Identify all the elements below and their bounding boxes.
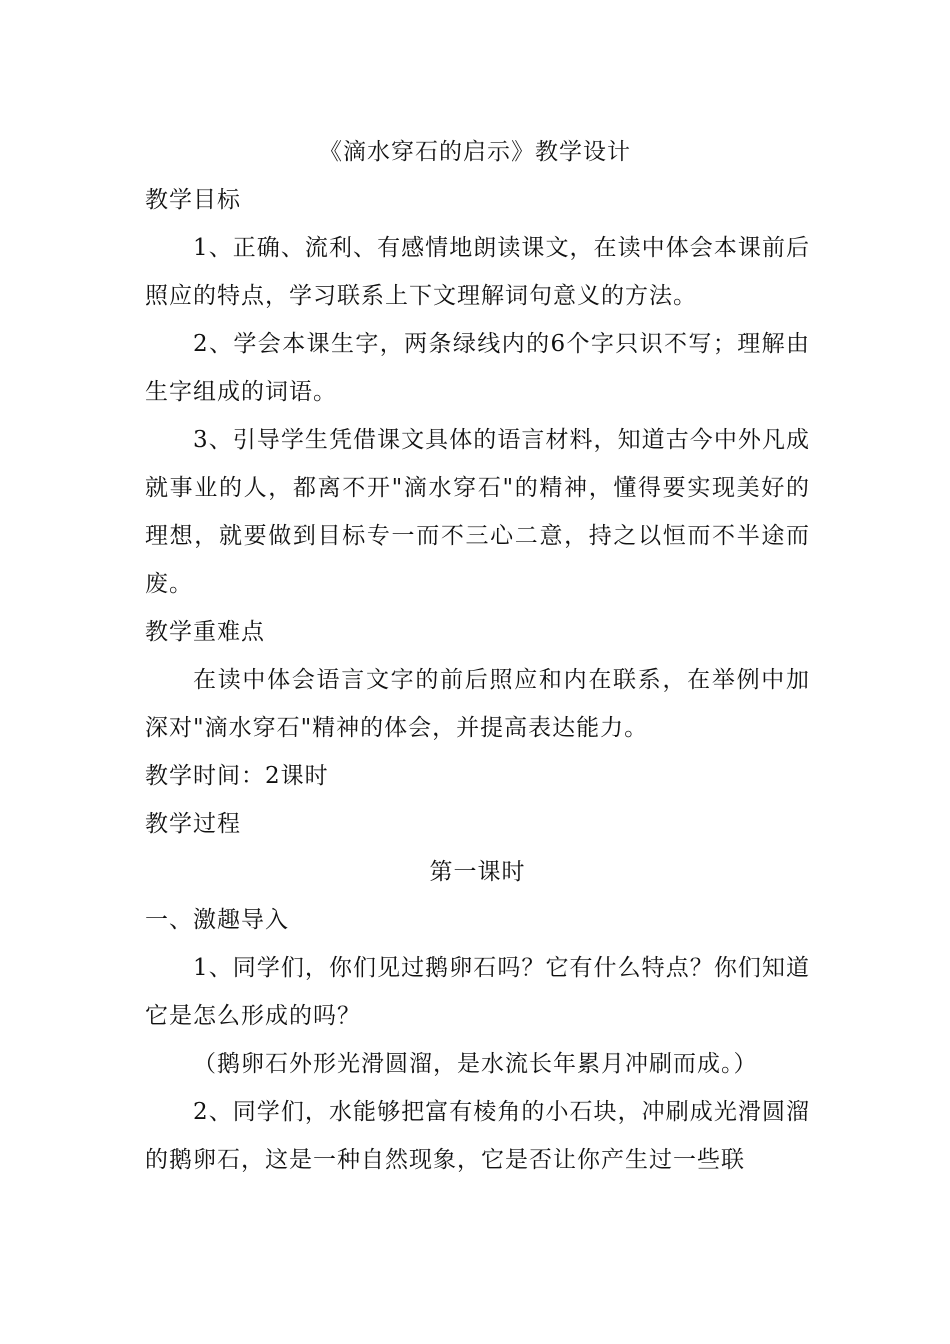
goal-paragraph-2: 2、学会本课生字，两条绿线内的6个字只识不写；理解由生字组成的词语。 <box>145 331 810 405</box>
section-heading-key-points: 教学重难点 <box>145 619 265 645</box>
document-body <box>145 176 810 1184</box>
step-paragraph-1: 1、同学们，你们见过鹅卵石吗？它有什么特点？你们知道它是怎么形成的吗？ <box>145 955 810 1029</box>
document-title: 《滴水穿石的启示》教学设计 <box>319 139 631 165</box>
part-heading-intro: 一、激趣导入 <box>145 907 289 933</box>
step-paragraph-2: 2、同学们，水能够把富有棱角的小石块，冲刷成光滑圆溜的鹅卵石，这是一种自然现象，它是否让你产生过一些联 <box>145 1099 810 1173</box>
key-points-paragraph: 在读中体会语言文字的前后照应和内在联系，在举例中加深对"滴水穿石"精神的体会，并提高表达能力。 <box>145 667 810 741</box>
teaching-time: 教学时间：2课时 <box>145 763 329 789</box>
section-heading-process: 教学过程 <box>145 811 241 837</box>
lesson-heading: 第一课时 <box>429 859 526 885</box>
goal-paragraph-1: 1、正确、流利、有感情地朗读课文，在读中体会本课前后照应的特点，学习联系上下文理解词句意义的方法。 <box>145 235 810 309</box>
section-heading-goals: 教学目标 <box>145 187 241 213</box>
goal-paragraph-3: 3、引导学生凭借课文具体的语言材料，知道古今中外凡成就事业的人，都离不开"滴水穿石"的精神，懂得要实现美好的理想，就要做到目标专一而不三心二意，持之以恒而不半途而废。 <box>145 427 810 597</box>
answer-paragraph-1: （鹅卵石外形光滑圆溜，是水流长年累月冲刷而成。） <box>193 1051 758 1077</box>
